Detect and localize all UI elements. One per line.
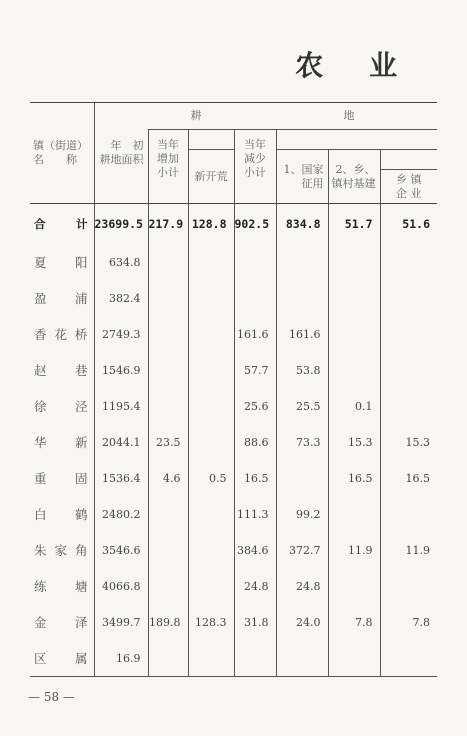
table-row bbox=[30, 244, 437, 280]
cell-initial: 1536.4 bbox=[94, 460, 148, 496]
cell-state bbox=[276, 244, 328, 280]
cell-initial: 634.8 bbox=[94, 244, 148, 280]
cell-decrease: 902.5 bbox=[234, 204, 276, 245]
cell-initial: 16.9 bbox=[94, 640, 148, 677]
cell-increase bbox=[148, 568, 188, 604]
cell-increase bbox=[148, 352, 188, 388]
table-row bbox=[30, 280, 437, 316]
cell-increase bbox=[148, 388, 188, 424]
cell-village: 7.8 bbox=[328, 604, 380, 640]
cell-increase bbox=[148, 244, 188, 280]
header-township-enterprise: 乡 镇 企 业 bbox=[380, 170, 437, 204]
cell-village: 11.9 bbox=[328, 532, 380, 568]
town-name: 练塘 bbox=[34, 579, 88, 594]
cell-state: 24.0 bbox=[276, 604, 328, 640]
cell-enterprise bbox=[380, 388, 437, 424]
cell-new-land bbox=[188, 316, 234, 352]
cell-enterprise bbox=[380, 568, 437, 604]
town-name: 香花桥 bbox=[34, 327, 88, 342]
town-name: 白鹤 bbox=[34, 507, 88, 522]
header-farmland-group: 耕 地 bbox=[148, 103, 437, 130]
cell-increase: 189.8 bbox=[148, 604, 188, 640]
cell-new-land bbox=[188, 424, 234, 460]
farmland-table-body bbox=[30, 204, 437, 677]
cell-enterprise bbox=[380, 280, 437, 316]
cell-increase bbox=[148, 640, 188, 677]
cell-enterprise bbox=[380, 352, 437, 388]
header-increase-subtotal: 当年 增加 小计 bbox=[148, 130, 188, 204]
cell-village bbox=[328, 568, 380, 604]
town-name: 盈浦 bbox=[34, 291, 88, 306]
cell-village bbox=[328, 280, 380, 316]
town-name: 夏阳 bbox=[34, 255, 88, 270]
cell-new-land bbox=[188, 388, 234, 424]
cell-state bbox=[276, 280, 328, 316]
town-name: 徐泾 bbox=[34, 399, 88, 414]
table-row bbox=[30, 424, 437, 460]
cell-initial: 2749.3 bbox=[94, 316, 148, 352]
cell-initial: 4066.8 bbox=[94, 568, 148, 604]
cell-decrease bbox=[234, 280, 276, 316]
header-state-acquisition: 1、国家 征用 bbox=[276, 150, 328, 204]
cell-village bbox=[328, 352, 380, 388]
table-row bbox=[30, 460, 437, 496]
cell-initial: 2480.2 bbox=[94, 496, 148, 532]
cell-state: 161.6 bbox=[276, 316, 328, 352]
town-name: 合 计 bbox=[34, 217, 88, 231]
cell-enterprise: 11.9 bbox=[380, 532, 437, 568]
header-initial-area: 年 初 耕地面积 bbox=[94, 103, 148, 204]
cell-new-land bbox=[188, 532, 234, 568]
cell-new-land bbox=[188, 244, 234, 280]
cell-initial: 382.4 bbox=[94, 280, 148, 316]
cell-state: 24.8 bbox=[276, 568, 328, 604]
cell-decrease bbox=[234, 244, 276, 280]
cell-enterprise bbox=[380, 316, 437, 352]
cell-village: 16.5 bbox=[328, 460, 380, 496]
cell-village bbox=[328, 244, 380, 280]
cell-state bbox=[276, 640, 328, 677]
cell-initial: 3499.7 bbox=[94, 604, 148, 640]
cell-increase: 217.9 bbox=[148, 204, 188, 245]
cell-initial: 23699.5 bbox=[94, 204, 148, 245]
cell-state: 372.7 bbox=[276, 532, 328, 568]
town-name: 区属 bbox=[30, 640, 94, 677]
town-name: 赵巷 bbox=[34, 363, 88, 378]
page-number: — 58 — bbox=[28, 690, 75, 704]
cell-increase bbox=[148, 316, 188, 352]
cell-initial: 1195.4 bbox=[94, 388, 148, 424]
farmland-table bbox=[30, 102, 437, 677]
cell-state: 834.8 bbox=[276, 204, 328, 245]
cell-village: 15.3 bbox=[328, 424, 380, 460]
cell-village: 0.1 bbox=[328, 388, 380, 424]
cell-initial: 2044.1 bbox=[94, 424, 148, 460]
cell-increase: 23.5 bbox=[148, 424, 188, 460]
cell-village bbox=[328, 316, 380, 352]
cell-enterprise: 51.6 bbox=[380, 204, 437, 245]
cell-decrease: 31.8 bbox=[234, 604, 276, 640]
cell-enterprise: 15.3 bbox=[380, 424, 437, 460]
cell-village bbox=[328, 496, 380, 532]
cell-enterprise: 16.5 bbox=[380, 460, 437, 496]
cell-enterprise: 7.8 bbox=[380, 604, 437, 640]
cell-decrease: 111.3 bbox=[234, 496, 276, 532]
cell-decrease: 384.6 bbox=[234, 532, 276, 568]
table-row bbox=[30, 640, 437, 677]
cell-increase bbox=[148, 496, 188, 532]
cell-new-land bbox=[188, 352, 234, 388]
cell-enterprise bbox=[380, 496, 437, 532]
table-row bbox=[30, 532, 437, 568]
table-row bbox=[30, 316, 437, 352]
header-town-name: 镇（街道） 名 称 bbox=[30, 103, 94, 204]
cell-decrease: 57.7 bbox=[234, 352, 276, 388]
cell-increase bbox=[148, 532, 188, 568]
cell-new-land bbox=[188, 496, 234, 532]
cell-new-land bbox=[188, 568, 234, 604]
cell-state: 53.8 bbox=[276, 352, 328, 388]
table-row bbox=[30, 388, 437, 424]
cell-enterprise bbox=[380, 244, 437, 280]
table-row bbox=[30, 496, 437, 532]
cell-decrease: 88.6 bbox=[234, 424, 276, 460]
cell-increase: 4.6 bbox=[148, 460, 188, 496]
cell-state: 73.3 bbox=[276, 424, 328, 460]
town-name: 华新 bbox=[34, 435, 88, 450]
town-name: 重固 bbox=[34, 471, 88, 486]
cell-enterprise bbox=[380, 640, 437, 677]
cell-state: 25.5 bbox=[276, 388, 328, 424]
cell-new-land: 128.3 bbox=[188, 604, 234, 640]
page-title: 农 业 bbox=[295, 49, 415, 82]
header-new-land: 新开荒 bbox=[188, 150, 234, 204]
town-name: 朱家角 bbox=[34, 543, 88, 558]
cell-decrease: 16.5 bbox=[234, 460, 276, 496]
cell-new-land: 0.5 bbox=[188, 460, 234, 496]
cell-decrease: 24.8 bbox=[234, 568, 276, 604]
total-row bbox=[30, 204, 437, 245]
table-row bbox=[30, 604, 437, 640]
cell-decrease: 161.6 bbox=[234, 316, 276, 352]
table-row bbox=[30, 568, 437, 604]
cell-initial: 1546.9 bbox=[94, 352, 148, 388]
header-decrease-subtotal: 当年 减少 小计 bbox=[234, 130, 276, 204]
farmland-table-container bbox=[30, 102, 437, 677]
cell-state: 99.2 bbox=[276, 496, 328, 532]
cell-new-land bbox=[188, 280, 234, 316]
cell-initial: 3546.6 bbox=[94, 532, 148, 568]
cell-decrease: 25.6 bbox=[234, 388, 276, 424]
cell-increase bbox=[148, 280, 188, 316]
cell-new-land: 128.8 bbox=[188, 204, 234, 245]
cell-new-land bbox=[188, 640, 234, 677]
cell-decrease bbox=[234, 640, 276, 677]
header-village-construction: 2、乡、 镇村基建 bbox=[328, 150, 380, 204]
cell-village bbox=[328, 640, 380, 677]
town-name: 金泽 bbox=[34, 615, 88, 630]
cell-village: 51.7 bbox=[328, 204, 380, 245]
cell-state bbox=[276, 460, 328, 496]
table-row bbox=[30, 352, 437, 388]
